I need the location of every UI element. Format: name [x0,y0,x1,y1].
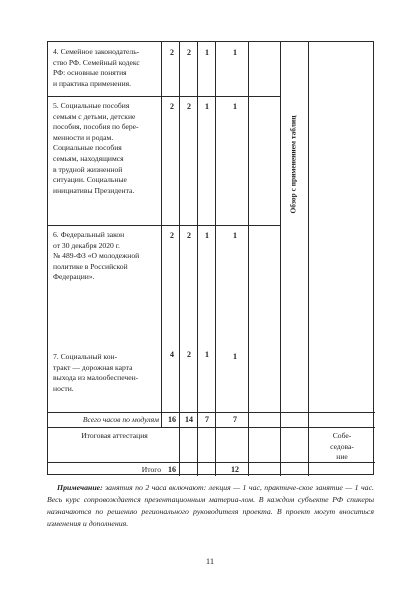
module-row-title: 5. Социальные пособия семьям с детьми, детские пособия, пособия по бере- менности и родам. Социальные пособия семьям, находящимся в трудной жизненной ситуации. Социальные инициативы Президента. [53,101,139,195]
page-number: 11 [205,556,215,566]
col-divider [248,42,249,476]
hours-practice: 1 [233,102,237,111]
row-divider [48,96,280,97]
form-of-work-text: Обзор с применением таблиц [288,115,298,213]
col-divider [179,42,180,476]
col-divider [308,42,309,476]
hours-total: 2 [170,48,174,57]
form-of-work-label [282,98,304,230]
attestation-form: Собе- седова- ние [330,431,354,462]
grand-total-practice: 12 [231,465,239,474]
grand-total-hours: 16 [168,465,176,474]
footnote [47,482,374,530]
row-divider [48,225,280,226]
module-row-title: 7. Социальный кон- тракт — дорожная карта выхода из малообеспечен- ности. [53,352,139,393]
module-row-title: 4. Семейное законодатель- ство РФ. Семейный кодекс РФ: основные понятия и практика применения. [53,47,140,88]
hours-total: 4 [170,350,174,359]
hours-seminar: 1 [205,102,209,111]
module-total-label: Всего часов по модулям [82,415,159,424]
module-total-hours: 16 [168,415,176,424]
module-total-practice: 7 [233,415,237,424]
module-total-lecture: 14 [185,415,193,424]
hours-lecture: 2 [187,102,191,111]
col-divider [280,42,281,476]
hours-lecture: 2 [187,350,191,359]
footnote-text: занятия по 2 часа включают: лекция — 1 час, практиче-ское занятие — 1 час. Весь курс сопровождается презентационным материа-лом. В каждом субъекте РФ спикеры назначаются по решению регионального руководителя проекта. В проект могут вноситься изменения и дополнения. [47,483,374,528]
hours-lecture: 2 [187,48,191,57]
module-total-seminar: 7 [205,415,209,424]
row-divider [48,427,375,428]
hours-practice: 1 [233,231,237,240]
footnote-prefix: Примечание: [57,483,103,492]
col-divider [197,42,198,476]
hours-practice: 1 [233,48,237,57]
hours-total: 2 [170,231,174,240]
attestation-label: Итоговая аттестация [81,431,148,440]
module-row-title: 6. Федеральный закон от 30 декабря 2020 г. № 489-ФЗ «О молодежной политике в Российской Федерации». [53,230,140,282]
col-divider [215,42,216,476]
hours-total: 2 [170,102,174,111]
hours-lecture: 2 [187,231,191,240]
hours-seminar: 1 [205,48,209,57]
hours-seminar: 1 [205,231,209,240]
hours-practice: 1 [233,352,237,361]
grand-total-label: Итого [141,465,161,474]
hours-seminar: 1 [205,350,209,359]
curriculum-table [47,41,374,475]
row-divider [48,412,375,413]
col-divider [161,42,162,427]
